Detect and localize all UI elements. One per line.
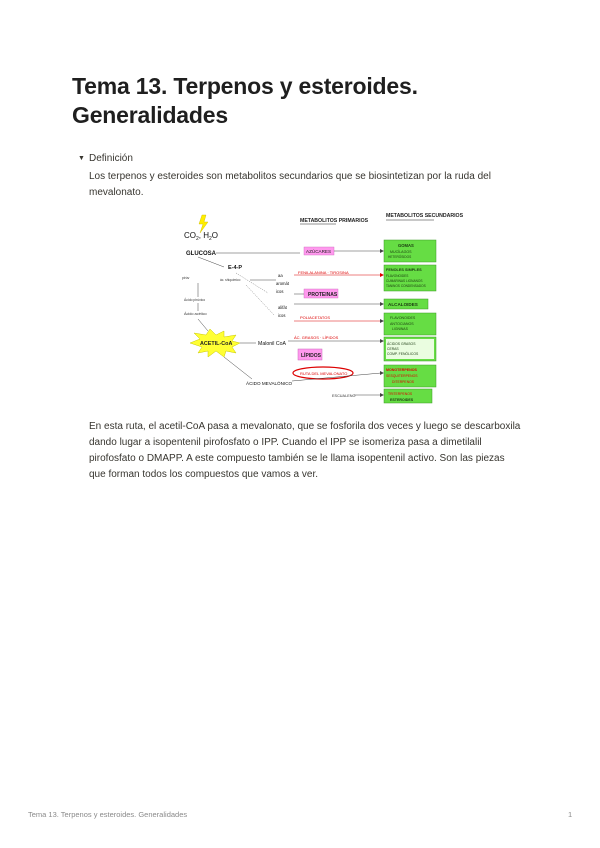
svg-text:FENILALANINA · TIROSINA: FENILALANINA · TIROSINA	[298, 270, 349, 275]
svg-text:CUMARINAS LIGNANOS: CUMARINAS LIGNANOS	[386, 279, 423, 283]
svg-text:TANINOS CONDENSADOS: TANINOS CONDENSADOS	[386, 284, 426, 288]
footer-title: Tema 13. Terpenos y esteroides. Generalidades	[28, 810, 188, 819]
svg-text:CERAS: CERAS	[387, 347, 399, 351]
svg-text:COMP. FENÓLICOS: COMP. FENÓLICOS	[387, 352, 419, 356]
toggle-label: Definición	[89, 153, 133, 164]
svg-text:MONOTERPENOS: MONOTERPENOS	[386, 368, 417, 372]
toggle-definicion[interactable]	[78, 152, 133, 165]
svg-text:MUCÍLAGOS: MUCÍLAGOS	[390, 250, 412, 254]
svg-text:Ácido acético: Ácido acético	[184, 312, 207, 316]
svg-text:ÁC. GRASOS · LÍPIDOS: ÁC. GRASOS · LÍPIDOS	[294, 335, 339, 340]
malonil-label: Malonil CoA	[258, 341, 286, 347]
svg-text:AZÚCARES: AZÚCARES	[306, 249, 332, 254]
co2-label: $CO_2$, $H_2O$	[184, 231, 219, 242]
header-secundarios: METABOLITOS SECUNDARIOS	[386, 213, 464, 219]
svg-text:ACETIL-CoA: ACETIL-CoA	[200, 341, 233, 347]
svg-text:FLAVONOIDES: FLAVONOIDES	[390, 316, 416, 320]
svg-text:LÍPIDOS: LÍPIDOS	[301, 353, 322, 359]
triangle-down-icon[interactable]: ▼	[78, 155, 85, 162]
paragraph-ruta: En esta ruta, el acetil-CoA pasa a mevalonato, que se fosforila dos veces y luego se descarboxila dando lugar a isopentenil pirofosfato o IPP. Cuando el IPP se isomeriza pasa a dimetilalil pirofosfato o DMAPP. A este compuesto también se le llama isopentenil activo. Son las piezas que forman todos los compuestos que vamos a ver.	[89, 421, 521, 480]
svg-text:PROTEINAS: PROTEINAS	[308, 292, 338, 298]
svg-text:pirúv: pirúv	[182, 276, 190, 280]
svg-text:Ácido pirúvico: Ácido pirúvico	[184, 298, 206, 302]
pathway-diagram	[176, 211, 464, 405]
svg-text:FLAVONOIDES: FLAVONOIDES	[386, 274, 409, 278]
svg-text:POLIACETATOS: POLIACETATOS	[300, 315, 331, 320]
footer-page-number: 1	[568, 810, 573, 819]
svg-text:ÁCIDOS GRASOS: ÁCIDOS GRASOS	[387, 342, 416, 346]
svg-text:FENOLES SIMPLES: FENOLES SIMPLES	[386, 268, 422, 272]
paragraph-intro: Los terpenos y esteroides son metabolitos secundarios que se biosintetizan por la ruda del mevalonato.	[89, 171, 491, 198]
svg-text:icos: icos	[276, 289, 284, 294]
svg-text:TRITERPENOS: TRITERPENOS	[388, 392, 413, 396]
svg-text:HETERÓSIDOS: HETERÓSIDOS	[388, 255, 412, 259]
svg-text:SESQUITERPENOS: SESQUITERPENOS	[386, 374, 418, 378]
svg-text:alifát: alifát	[278, 305, 287, 310]
svg-text:LIGNINAS: LIGNINAS	[392, 327, 408, 331]
glucosa-label: GLUCOSA	[186, 251, 216, 257]
svg-text:aromát: aromát	[276, 281, 290, 286]
svg-text:ác. shiquímico: ác. shiquímico	[220, 278, 241, 282]
svg-text:icos: icos	[278, 313, 286, 318]
svg-text:ALCALOIDES: ALCALOIDES	[388, 302, 418, 307]
mevalonico-label: ÁCIDO MEVALÓNICO	[246, 381, 293, 386]
svg-text:RUTA DEL MEVALONATO: RUTA DEL MEVALONATO	[300, 371, 348, 376]
svg-text:ANTOCIANOS: ANTOCIANOS	[390, 322, 414, 326]
svg-text:ESCUALENO: ESCUALENO	[332, 394, 356, 398]
pathway-diagram-svg	[176, 211, 464, 405]
header-primarios: METABOLITOS PRIMARIOS	[300, 218, 369, 224]
svg-text:ESTEROIDES: ESTEROIDES	[390, 398, 414, 402]
svg-text:GOMAS: GOMAS	[398, 243, 414, 248]
e4p-label: E-4-P	[228, 265, 243, 271]
svg-text:aa: aa	[278, 273, 283, 278]
page-title: Tema 13. Terpenos y esteroides. Generalidades	[72, 73, 418, 128]
svg-text:DITERPENOS: DITERPENOS	[392, 380, 415, 384]
